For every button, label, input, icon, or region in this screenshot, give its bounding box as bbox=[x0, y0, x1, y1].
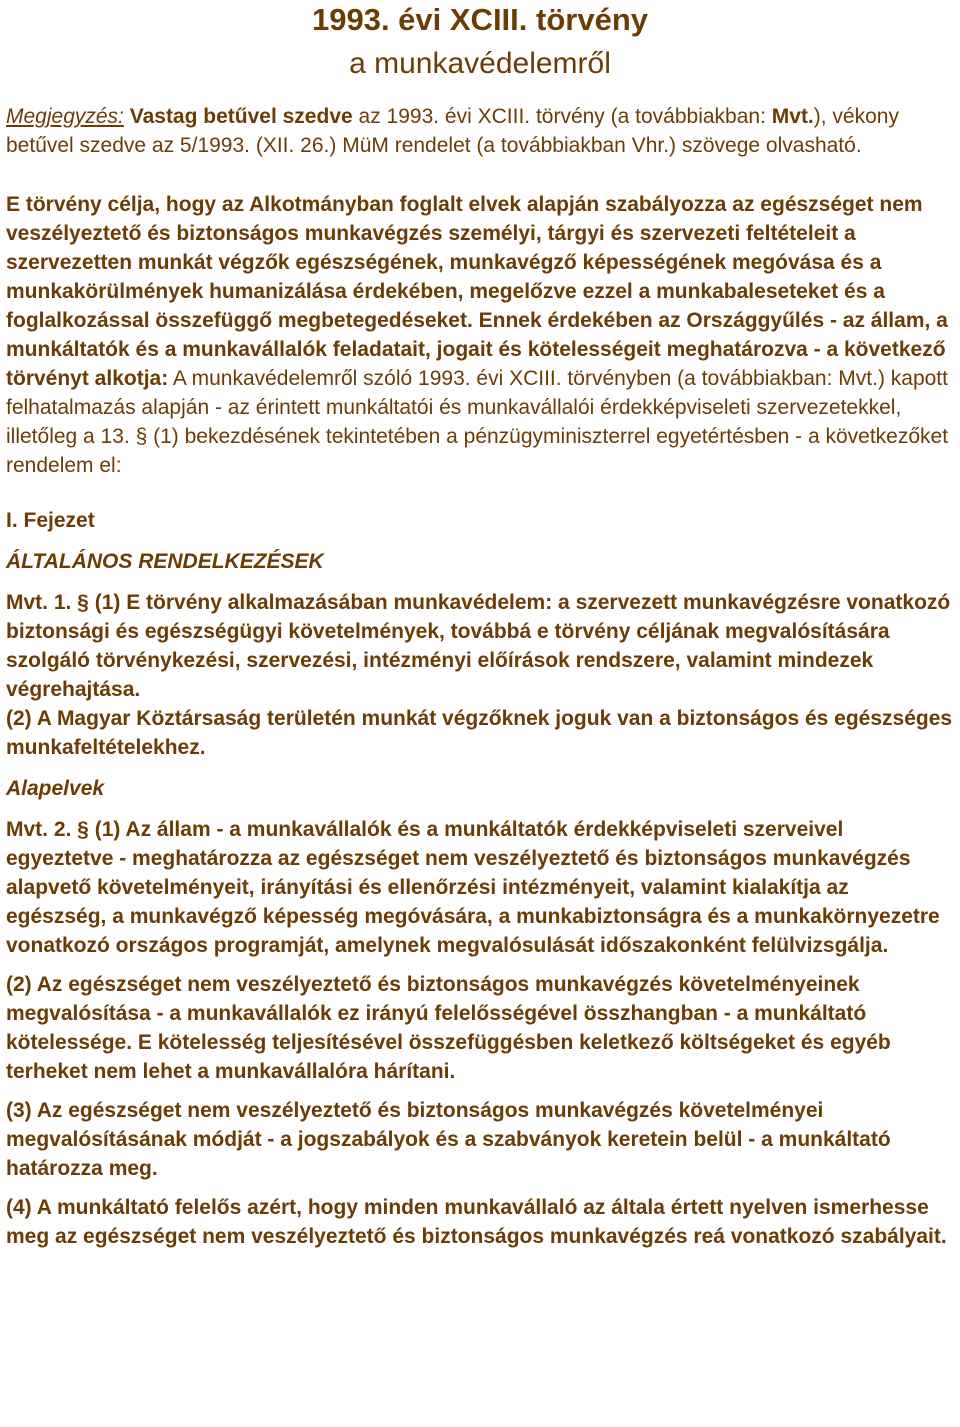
note-label: Megjegyzés: bbox=[6, 105, 124, 128]
mvt2-paragraph-2: (2) Az egészséget nem veszélyeztető és biztonságos munkavégzés követelményeinek megvalósítása - a munkavállalók ez irányú felelősségével összhangban - a munkáltató kötelessége. E kötelesség teljesítésével összefüggésben keletkező költségeket és egyéb terheket nem lehet a munkavállalóra hárítani. bbox=[6, 973, 891, 1083]
document-title: 1993. évi XCIII. törvény bbox=[311, 2, 648, 37]
preamble-regular: A munkavédelemről szóló 1993. évi XCIII. törvényben (a továbbiakban: Mvt.) kapott felhatalmazás alapján - az érintett munkáltatói és munkavállalói érdekképviseleti szervezetekkel, illetőleg a 13. § (1) bekezdésének tekintetében a pénzügyminiszterrel egyetértésben - a következőket rendelem el: bbox=[6, 367, 949, 477]
section-title: Alapelvek bbox=[6, 777, 105, 800]
note-bold-b: Mvt. bbox=[771, 105, 814, 128]
mvt1-paragraph-1: Mvt. 1. § (1) E törvény alkalmazásában munkavédelem: a szervezett munkavégzésre vonatkozó biztonsági és egészségügyi követelmények, továbbá e törvény céljának megvalósítására szolgáló törvénykezési, szervezési, intézményi előírások rendszere, valamint mindezek végrehajtása. bbox=[6, 591, 951, 701]
note-bold-a: Vastag betűvel szedve bbox=[129, 105, 353, 128]
preamble-bold: E törvény célja, hogy az Alkotmányban foglalt elvek alapján szabályozza az egészséget nem veszélyeztető és biztonságos munkavégzés személyi, tárgyi és szervezeti feltételeit a szervezetten munkát végzők egészségének, munkavégző képességének megóvása és a munkakörülmények humanizálása érdekében, megelőzve ezzel a munkabaleseteket és a foglalkozással összefüggő megbetegedéseket. Ennek érdekében az Országgyűlés - az állam, a munkáltatók és a munkavállalók feladatait, jogait és kötelességeit meghatározva - a következő törvényt alkotja: bbox=[6, 193, 948, 390]
mvt2-paragraph-3: (3) Az egészséget nem veszélyeztető és biztonságos munkavégzés követelményei megvalósításának módját - a jogszabályok és a szabványok keretein belül - a munkáltató határozza meg. bbox=[6, 1099, 891, 1180]
mvt1-paragraph-2: (2) A Magyar Köztársaság területén munkát végzőknek joguk van a biztonságos és egészséges munkafeltételekhez. bbox=[6, 707, 953, 759]
document-subtitle: a munkavédelemről bbox=[349, 47, 611, 80]
chapter-title: ÁLTALÁNOS RENDELKEZÉSEK bbox=[6, 550, 324, 573]
note-text-b: ), vékony betűvel szedve az 5/1993. (XII. 26.) MüM rendelet (a továbbiakban Vhr.) szövege olvasható. bbox=[6, 105, 899, 157]
chapter-label: I. Fejezet bbox=[6, 509, 95, 532]
note-text-a: az 1993. évi XCIII. törvény (a továbbiakban: bbox=[352, 105, 766, 128]
editorial-note bbox=[6, 102, 954, 160]
mvt2-paragraph-1: Mvt. 2. § (1) Az állam - a munkavállalók és a munkáltatók érdekképviseleti szerveivel egyeztetve - meghatározza az egészséget nem veszélyeztető és biztonságos munkavégzés alapvető követelményeit, irányítási és ellenőrzési intézményeit, valamint kialakítja az egészség, a munkavégző képesség megóvására, a munkabiztonságra és a munkakörnyezetre vonatkozó országos programját, amelynek megvalósulását időszakonként felülvizsgálja. bbox=[6, 818, 940, 957]
preamble bbox=[6, 190, 954, 480]
mvt2-paragraph-4: (4) A munkáltató felelős azért, hogy minden munkavállaló az általa értett nyelven ismerhesse meg az egészséget nem veszélyeztető és biztonságos munkavégzés reá vonatkozó szabályait. bbox=[6, 1196, 947, 1248]
